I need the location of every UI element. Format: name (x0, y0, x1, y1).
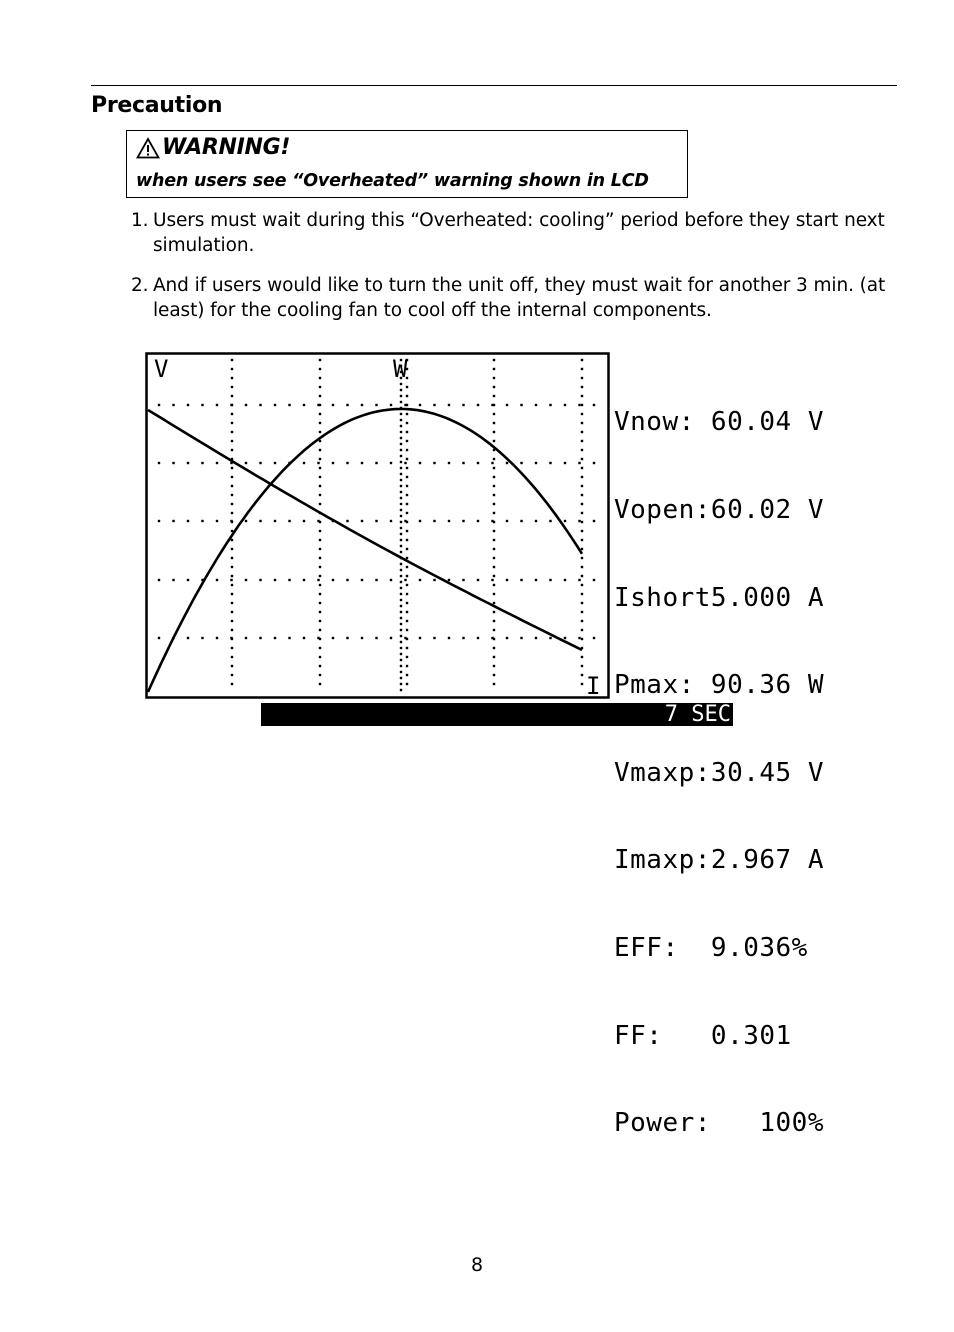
instruction-text: And if users would like to turn the unit off, they must wait for another 3 min. (at least) for the cooling fan to cool off the internal components. (153, 275, 886, 321)
instruction-number: 1. (131, 210, 149, 231)
warning-triangle-icon (136, 137, 160, 159)
axis-label-v: V (154, 355, 169, 383)
instruction-text: Users must wait during this “Overheated: cooling” period before they start next simulation. (153, 210, 885, 256)
page-number: 8 (470, 1254, 484, 1276)
section-heading: Precaution (91, 93, 223, 118)
axis-label-w: W (393, 355, 408, 383)
lcd-graph (145, 352, 611, 700)
status-countdown: 7 SEC (664, 702, 731, 727)
readout-power: Power: 100% (614, 1108, 824, 1139)
readout-imaxp: Imaxp:2.967 A (614, 845, 824, 876)
lcd-readout (614, 350, 824, 1168)
warning-title: WARNING! (162, 135, 291, 160)
warning-box (126, 130, 688, 198)
lcd-status-bar (261, 702, 733, 750)
readout-pmax: Pmax: 90.36 W (614, 670, 824, 701)
instruction-item-2 (131, 273, 901, 323)
readout-vopen: Vopen:60.02 V (614, 495, 824, 525)
readout-eff: EFF: 9.036% (614, 932, 808, 963)
status-text: Overheated:cooling (289, 725, 528, 750)
readout-vnow: Vnow: 60.04 V (614, 407, 824, 438)
readout-vmaxp: Vmaxp:30.45 V (614, 757, 824, 788)
instruction-item-1 (131, 208, 901, 258)
warning-title-row (136, 135, 290, 160)
top-rule (91, 85, 897, 86)
instruction-number: 2. (131, 275, 149, 296)
readout-ff: FF: 0.301 (614, 1020, 792, 1051)
axis-label-i: I (586, 672, 601, 700)
readout-ishort: Ishort5.000 A (614, 582, 824, 613)
warning-subtitle: when users see “Overheated” warning shown in LCD (136, 171, 649, 191)
